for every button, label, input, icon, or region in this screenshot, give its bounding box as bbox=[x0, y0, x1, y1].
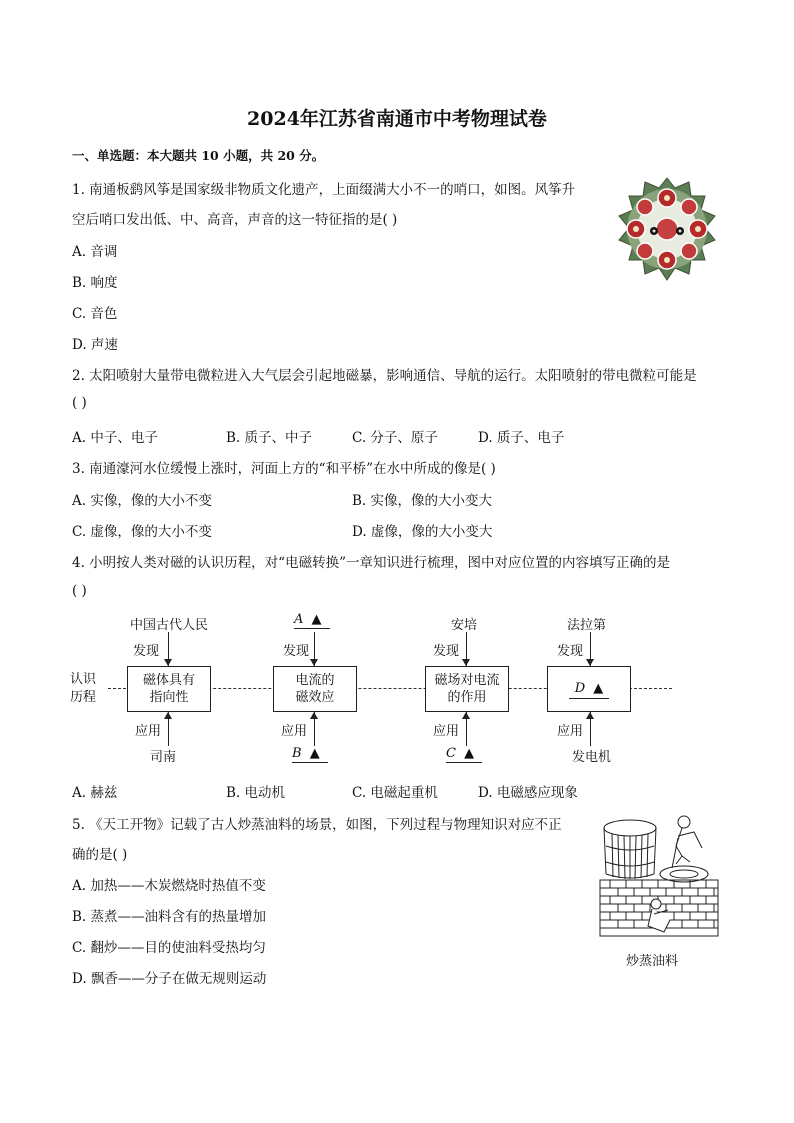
discover-label-1: 发现 bbox=[133, 644, 160, 659]
triangle-icon: ▲ bbox=[464, 746, 475, 761]
side-label-top: 认识 bbox=[70, 672, 97, 687]
q5-option-a: A. 加热——木炭燃烧时热值不变 bbox=[72, 878, 266, 894]
section-heading: 一、单选题：本大题共 10 小题，共 20 分。 bbox=[72, 148, 325, 163]
q1-option-c: C. 音色 bbox=[72, 306, 118, 322]
top-label-ampere: 安培 bbox=[451, 618, 478, 633]
arrow-up-icon bbox=[310, 712, 318, 719]
discover-label-3: 发现 bbox=[433, 644, 460, 659]
blank-d-letter: D bbox=[574, 680, 586, 696]
q2-option-a: A. 中子、电子 bbox=[72, 430, 158, 446]
q4-option-b: B. 电动机 bbox=[226, 785, 286, 801]
q4-stem-line1: 4. 小明按人类对磁的认识历程，对“电磁转换”一章知识进行梳理，图中对应位置的内容填写正确的是 bbox=[72, 555, 670, 571]
q4-option-a: A. 赫兹 bbox=[72, 785, 118, 801]
triangle-icon: ▲ bbox=[309, 746, 320, 761]
box-magnet-directivity bbox=[127, 666, 211, 712]
blank-a-letter: A bbox=[294, 612, 304, 627]
q3-option-b: B. 实像，像的大小变大 bbox=[352, 493, 493, 509]
q5-option-d: D. 飘香——分子在做无规则运动 bbox=[72, 971, 267, 987]
arrow-up-icon bbox=[164, 712, 172, 719]
q3-stem: 3. 南通濠河水位缓慢上涨时，河面上方的“和平桥”在水中所成的像是( ) bbox=[72, 461, 496, 477]
q1-stem-line1: 1. 南通板鹞风筝是国家级非物质文化遗产，上面缀满大小不一的哨口，如图。风筝升 bbox=[72, 182, 576, 198]
box-label: 磁场对电流的作用 bbox=[434, 673, 500, 705]
q5-stem-line1: 5. 《天工开物》记载了古人炒蒸油料的场景，如图，下列过程与物理知识对应不正 bbox=[72, 817, 562, 833]
q5-figure-caption: 炒蒸油料 bbox=[626, 954, 679, 969]
blank-b bbox=[292, 746, 328, 763]
apply-label-4: 应用 bbox=[557, 724, 584, 739]
box-label: 电流的磁效应 bbox=[295, 673, 335, 705]
top-label-faraday: 法拉第 bbox=[567, 618, 607, 633]
box-magnetic-force-on-current bbox=[425, 666, 509, 712]
arrow-down-icon bbox=[586, 659, 594, 666]
arrow-down-icon bbox=[164, 659, 172, 666]
blank-c-letter: C bbox=[446, 746, 456, 761]
q2-stem-line2: ( ) bbox=[72, 395, 87, 411]
page-title: 2024年江苏省南通市中考物理试卷 bbox=[247, 108, 547, 130]
apply-label-3: 应用 bbox=[433, 724, 460, 739]
triangle-icon: ▲ bbox=[311, 612, 322, 627]
q4-stem-line2: ( ) bbox=[72, 583, 87, 599]
box-current-magnetic-effect bbox=[273, 666, 357, 712]
q2-option-c: C. 分子、原子 bbox=[352, 430, 438, 446]
steaming-oil-illustration bbox=[598, 808, 724, 944]
q2-option-b: B. 质子、中子 bbox=[226, 430, 313, 446]
side-label-bottom: 历程 bbox=[70, 690, 97, 705]
q4-option-d: D. 电磁感应现象 bbox=[478, 785, 578, 801]
blank-a bbox=[294, 612, 330, 629]
top-label-ancient-people: 中国古代人民 bbox=[130, 618, 209, 633]
q2-stem-line1: 2. 太阳喷射大量带电微粒进入大气层会引起地磁暴，影响通信、导航的运行。太阳喷射的带电微粒可能是 bbox=[72, 368, 697, 384]
q1-option-d: D. 声速 bbox=[72, 337, 118, 353]
apply-label-1: 应用 bbox=[135, 724, 162, 739]
bottom-label-sinan: 司南 bbox=[150, 750, 177, 765]
box-label: 磁体具有指向性 bbox=[142, 673, 195, 705]
arrow-down-icon bbox=[462, 659, 470, 666]
blank-d bbox=[569, 680, 610, 699]
q1-option-a: A. 音调 bbox=[72, 244, 118, 260]
arrow-down-icon bbox=[310, 659, 318, 666]
discover-label-2: 发现 bbox=[283, 644, 310, 659]
q3-option-d: D. 虚像，像的大小变大 bbox=[352, 524, 493, 540]
apply-label-2: 应用 bbox=[281, 724, 308, 739]
q3-option-c: C. 虚像，像的大小不变 bbox=[72, 524, 212, 540]
blank-c bbox=[446, 746, 482, 763]
q5-option-c: C. 翻炒——目的使油料受热均匀 bbox=[72, 940, 266, 956]
blank-b-letter: B bbox=[292, 746, 302, 761]
q4-option-c: C. 电磁起重机 bbox=[352, 785, 438, 801]
q1-option-b: B. 响度 bbox=[72, 275, 118, 291]
q5-option-b: B. 蒸煮——油料含有的热量增加 bbox=[72, 909, 267, 925]
arrow-up-icon bbox=[586, 712, 594, 719]
bottom-label-generator: 发电机 bbox=[572, 750, 612, 765]
q2-option-d: D. 质子、电子 bbox=[478, 430, 565, 446]
box-blank-d bbox=[547, 666, 631, 712]
triangle-icon: ▲ bbox=[593, 680, 604, 696]
q5-stem-line2: 确的是( ) bbox=[72, 847, 128, 863]
discover-label-4: 发现 bbox=[557, 644, 584, 659]
arrow-up-icon bbox=[462, 712, 470, 719]
q3-option-a: A. 实像，像的大小不变 bbox=[72, 493, 212, 509]
q1-stem-line2: 空后哨口发出低、中、高音，声音的这一特征指的是( ) bbox=[72, 212, 398, 228]
